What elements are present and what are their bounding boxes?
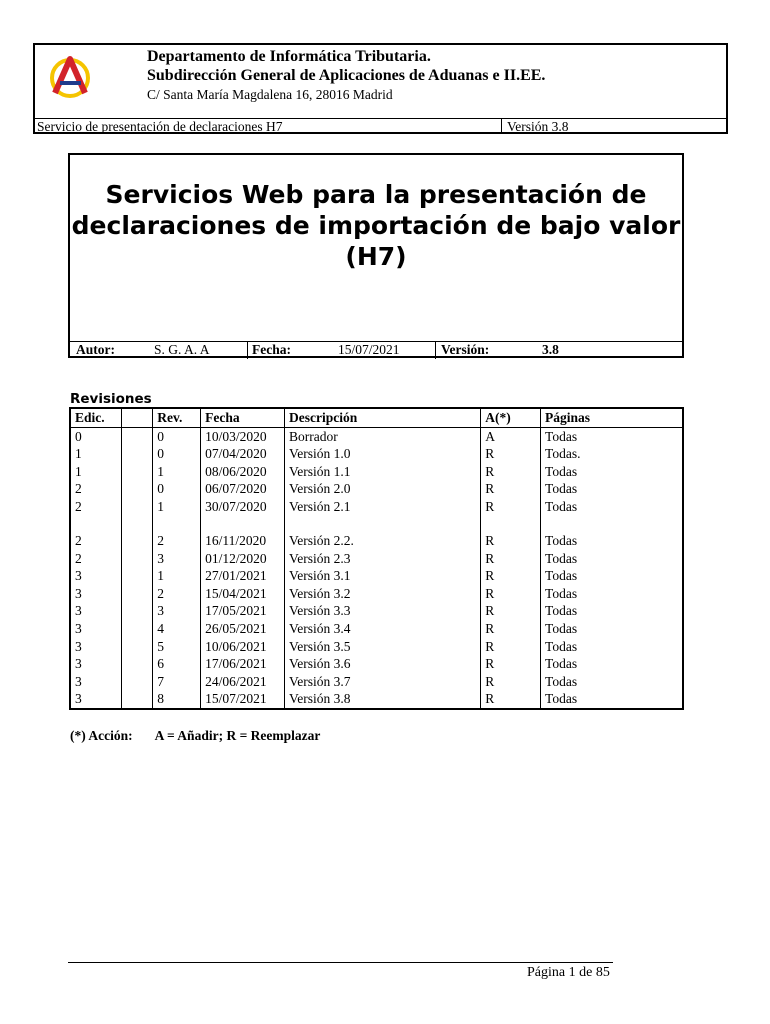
table-cell: Versión 2.1 <box>284 498 480 532</box>
table-cell: 0 <box>153 445 201 463</box>
table-cell <box>122 673 153 691</box>
revisions-table <box>69 407 684 710</box>
table-cell: 16/11/2020 <box>201 532 285 550</box>
table-cell: 08/06/2020 <box>201 463 285 481</box>
table-cell: Versión 3.1 <box>284 567 480 585</box>
table-cell: 10/06/2021 <box>201 638 285 656</box>
table-cell: Versión 3.2 <box>284 585 480 603</box>
table-cell <box>122 567 153 585</box>
table-cell: 3 <box>70 673 122 691</box>
table-cell: Versión 3.3 <box>284 602 480 620</box>
table-cell: 3 <box>70 620 122 638</box>
table-cell: 8 <box>153 690 201 709</box>
table-cell: 26/05/2021 <box>201 620 285 638</box>
table-cell: Todas <box>541 655 683 673</box>
table-row <box>70 655 683 673</box>
table-cell: 07/04/2020 <box>201 445 285 463</box>
table-row <box>70 550 683 568</box>
table-cell: 3 <box>70 567 122 585</box>
table-cell: 1 <box>70 445 122 463</box>
column-header <box>122 408 153 427</box>
version-value: 3.8 <box>542 342 559 357</box>
table-cell: 10/03/2020 <box>201 427 285 445</box>
table-cell: Versión 3.4 <box>284 620 480 638</box>
table-cell: Todas <box>541 480 683 498</box>
table-row <box>70 463 683 481</box>
table-cell: Todas <box>541 638 683 656</box>
table-cell: R <box>481 532 541 550</box>
table-cell: 6 <box>153 655 201 673</box>
table-cell: Todas <box>541 498 683 532</box>
table-cell: 4 <box>153 620 201 638</box>
version-label: Versión: <box>441 342 490 357</box>
table-cell: 1 <box>153 463 201 481</box>
table-cell <box>122 585 153 603</box>
table-cell <box>122 690 153 709</box>
document-title: Servicios Web para la presentación de declaraciones de importación de bajo valor (H7) <box>71 180 681 271</box>
table-cell <box>122 463 153 481</box>
autor-value: S. G. A. A <box>154 342 210 357</box>
table-cell: Versión 3.8 <box>284 690 480 709</box>
table-cell: Todas <box>541 602 683 620</box>
table-row <box>70 690 683 709</box>
table-cell: 1 <box>153 567 201 585</box>
table-row <box>70 602 683 620</box>
table-cell: 2 <box>153 585 201 603</box>
table-cell: R <box>481 567 541 585</box>
table-cell: 06/07/2020 <box>201 480 285 498</box>
table-cell: 2 <box>70 532 122 550</box>
table-cell: 15/04/2021 <box>201 585 285 603</box>
table-cell: Todas <box>541 585 683 603</box>
table-cell: 17/05/2021 <box>201 602 285 620</box>
table-cell: Todas <box>541 550 683 568</box>
meta-row <box>70 341 682 359</box>
table-row <box>70 498 683 532</box>
table-cell: 3 <box>70 585 122 603</box>
table-row <box>70 638 683 656</box>
legend-label: (*) Acción: <box>70 728 133 743</box>
table-cell: Todas <box>541 463 683 481</box>
legend-text: A = Añadir; R = Reemplazar <box>154 728 321 743</box>
table-row <box>70 673 683 691</box>
table-row <box>70 620 683 638</box>
table-cell: Versión 3.6 <box>284 655 480 673</box>
table-row <box>70 445 683 463</box>
table-row <box>70 480 683 498</box>
meta-separator <box>247 342 248 359</box>
table-cell: 0 <box>153 427 201 445</box>
table-cell: 0 <box>153 480 201 498</box>
table-cell: A <box>481 427 541 445</box>
table-cell: R <box>481 480 541 498</box>
table-cell: 5 <box>153 638 201 656</box>
table-cell: Todas <box>541 532 683 550</box>
table-cell: Todas <box>541 673 683 691</box>
table-cell: 30/07/2020 <box>201 498 285 532</box>
document-header <box>33 43 728 134</box>
table-cell <box>122 620 153 638</box>
table-cell: 3 <box>153 550 201 568</box>
table-cell: Versión 1.1 <box>284 463 480 481</box>
table-cell: 3 <box>70 690 122 709</box>
table-cell: 17/06/2021 <box>201 655 285 673</box>
meta-separator <box>435 342 436 359</box>
table-cell: R <box>481 620 541 638</box>
table-cell: R <box>481 550 541 568</box>
header-service: Servicio de presentación de declaraciones H7 <box>37 119 283 134</box>
table-cell <box>122 550 153 568</box>
table-cell <box>122 480 153 498</box>
table-cell: 01/12/2020 <box>201 550 285 568</box>
table-cell: 0 <box>70 427 122 445</box>
header-subdirection: Subdirección General de Aplicaciones de Aduanas e II.EE. <box>147 67 546 84</box>
table-cell: 27/01/2021 <box>201 567 285 585</box>
table-cell: 3 <box>70 602 122 620</box>
header-column-divider <box>501 118 502 134</box>
table-cell: 2 <box>153 532 201 550</box>
table-cell: Borrador <box>284 427 480 445</box>
autor-label: Autor: <box>76 342 115 357</box>
page-number: Página 1 de 85 <box>527 965 610 980</box>
column-header: Rev. <box>153 408 201 427</box>
table-cell: Versión 3.5 <box>284 638 480 656</box>
table-cell <box>122 427 153 445</box>
table-cell: 2 <box>70 480 122 498</box>
table-cell <box>122 498 153 532</box>
table-cell <box>122 532 153 550</box>
table-cell: Versión 2.0 <box>284 480 480 498</box>
column-header: Descripción <box>284 408 480 427</box>
agency-logo-icon <box>47 53 93 99</box>
column-header: Edic. <box>70 408 122 427</box>
fecha-value: 15/07/2021 <box>338 342 400 357</box>
table-cell: Versión 1.0 <box>284 445 480 463</box>
column-header: Páginas <box>541 408 683 427</box>
table-cell: Versión 2.3 <box>284 550 480 568</box>
table-cell: R <box>481 498 541 532</box>
table-row <box>70 567 683 585</box>
table-cell: 1 <box>70 463 122 481</box>
table-cell <box>122 445 153 463</box>
table-cell: Todas <box>541 567 683 585</box>
table-cell: Todas <box>541 427 683 445</box>
table-cell: 3 <box>70 638 122 656</box>
header-address: C/ Santa María Magdalena 16, 28016 Madrid <box>147 87 393 102</box>
table-cell <box>122 638 153 656</box>
table-row <box>70 532 683 550</box>
table-cell: 24/06/2021 <box>201 673 285 691</box>
table-cell: R <box>481 602 541 620</box>
table-cell <box>122 655 153 673</box>
table-cell: R <box>481 463 541 481</box>
table-cell: R <box>481 690 541 709</box>
table-cell: Versión 2.2. <box>284 532 480 550</box>
table-row <box>70 585 683 603</box>
table-cell <box>122 602 153 620</box>
table-cell: 3 <box>153 602 201 620</box>
table-cell: Todas <box>541 620 683 638</box>
revisions-title: Revisiones <box>70 391 152 407</box>
table-cell: 1 <box>153 498 201 532</box>
table-cell: R <box>481 585 541 603</box>
header-department: Departamento de Informática Tributaria. <box>147 48 431 65</box>
column-header: Fecha <box>201 408 285 427</box>
table-cell: R <box>481 673 541 691</box>
table-cell: 7 <box>153 673 201 691</box>
table-cell: Todas <box>541 690 683 709</box>
table-cell: 15/07/2021 <box>201 690 285 709</box>
table-cell: R <box>481 655 541 673</box>
table-cell: 3 <box>70 655 122 673</box>
table-cell: Todas. <box>541 445 683 463</box>
fecha-label: Fecha: <box>252 342 291 357</box>
table-row <box>70 427 683 445</box>
header-version: Versión 3.8 <box>507 119 569 134</box>
table-cell: R <box>481 638 541 656</box>
column-header: A(*) <box>481 408 541 427</box>
table-cell: Versión 3.7 <box>284 673 480 691</box>
table-header-row <box>70 408 683 427</box>
footer-divider <box>68 962 613 963</box>
title-box <box>68 153 684 358</box>
table-cell: R <box>481 445 541 463</box>
table-cell: 2 <box>70 550 122 568</box>
legend <box>70 728 320 744</box>
table-cell: 2 <box>70 498 122 532</box>
